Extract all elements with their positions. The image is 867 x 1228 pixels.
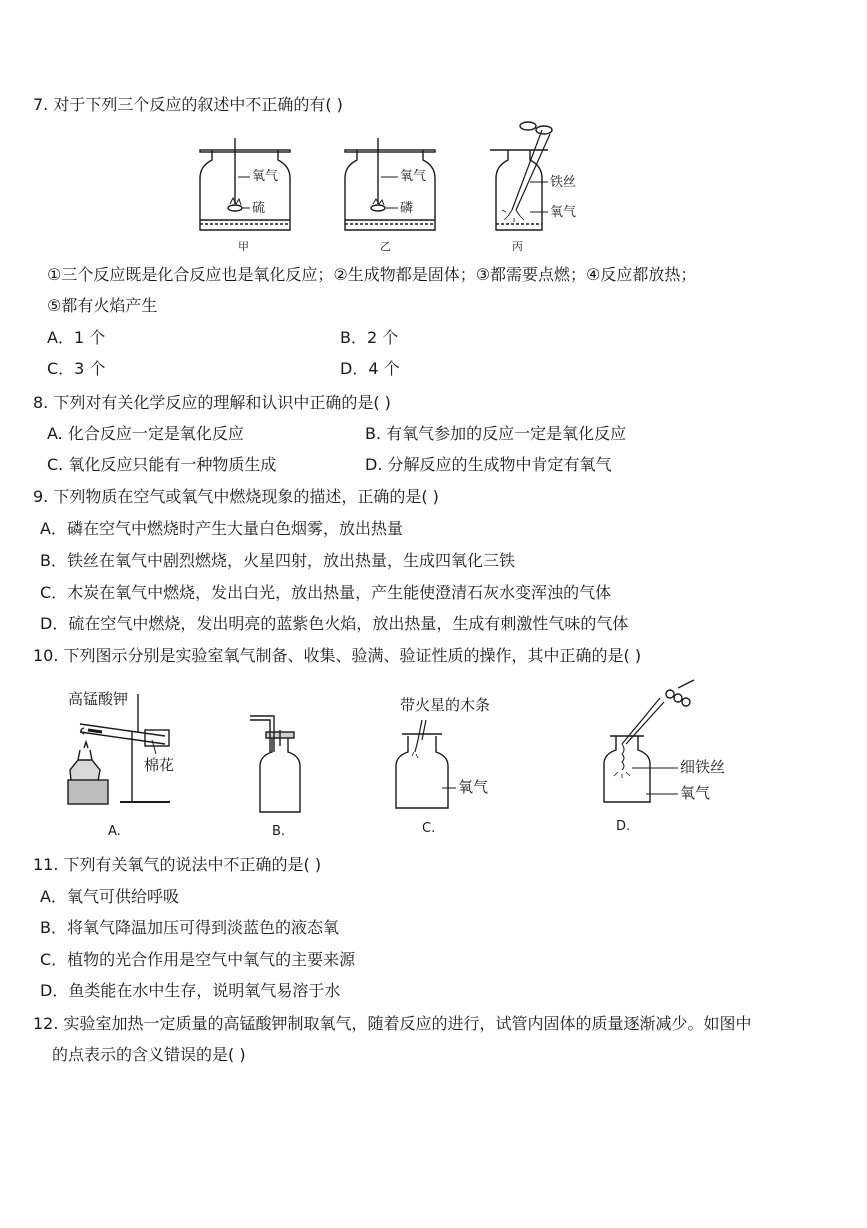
q7-statements-line2: ⑤都有火焰产生 [47,296,158,315]
q11-option-c: C．植物的光合作用是空气中氧气的主要来源 [40,950,356,969]
q9-option-b: B．铁丝在氧气中剧烈燃烧，火星四射，放出热量，生成四氧化三铁 [40,551,515,570]
q8-option-a: A. 化合反应一定是氧化反应 [47,424,244,443]
q10-figd-caption: D. [616,819,631,834]
q7-yi-caption: 乙 [380,240,391,253]
q7-figure [190,120,590,260]
q9-option-a: A．磷在空气中燃烧时产生大量白色烟雾，放出热量 [40,519,403,538]
fig-c-bottle [396,720,448,808]
q10-figd-label1: 细铁丝 [680,758,726,776]
q7-yi-gas: 氧气 [400,169,427,184]
q7-option-a: A．1 个 [47,328,106,347]
q7-jia-gas: 氧气 [252,169,279,184]
q10-figb-caption: B. [272,824,286,839]
q11-option-d: D．鱼类能在水中生存，说明氧气易溶于水 [40,981,341,1000]
q11-stem: 11. 下列有关氧气的说法中不正确的是( ) [33,855,322,874]
q8-stem: 8. 下列对有关化学反应的理解和认识中正确的是( ) [33,393,391,412]
jar-bing [490,122,552,230]
q11-option-b: B．将氧气降温加压可得到淡蓝色的液态氧 [40,918,339,937]
q7-bing-caption: 丙 [512,240,523,253]
q8-option-d: D. 分解反应的生成物中肯定有氧气 [365,455,612,474]
q7-bing-wire: 铁丝 [550,175,577,190]
q10-figc-caption: C. [422,821,436,836]
q9-option-d: D．硫在空气中燃烧，发出明亮的蓝紫色火焰，放出热量，生成有刺激性气味的气体 [40,614,629,633]
q7-jia-substance: 硫 [252,201,266,216]
q7-option-b: B．2 个 [340,328,399,347]
q7-jia-caption: 甲 [238,240,249,253]
fig-b-bottle [250,716,300,812]
q7-statements-line1: ①三个反应既是化合反应也是氧化反应；②生成物都是固体；③都需要点燃；④反应都放热； [47,265,697,284]
q10-figa-caption: A. [108,824,121,839]
q10-figd-label2: 氧气 [680,784,711,802]
q10-figure [60,680,740,840]
q7-bing-gas: 氧气 [550,205,577,220]
q12-stem-line1: 12. 实验室加热一定质量的高锰酸钾制取氧气，随着反应的进行，试管内固体的质量逐渐减少。如图中 [33,1014,752,1033]
q9-stem: 9. 下列物质在空气或氧气中燃烧现象的描述，正确的是( ) [33,487,439,506]
q10-stem: 10. 下列图示分别是实验室氧气制备、收集、验满、验证性质的操作，其中正确的是( ) [33,646,642,665]
q7-option-c: C．3 个 [47,359,106,378]
q7-yi-substance: 磷 [400,201,414,216]
q10-figc-top-label: 带火星的木条 [400,696,491,714]
jar-jia [200,138,290,230]
q9-option-c: C．木炭在氧气中燃烧，发出白光，放出热量，产生能使澄清石灰水变浑浊的气体 [40,583,612,602]
q8-option-c: C. 氧化反应只能有一种物质生成 [47,455,277,474]
q10-figa-side-label: 棉花 [144,756,175,774]
jar-yi [345,138,435,230]
q10-figa-top-label: 高锰酸钾 [68,690,129,708]
q11-option-a: A．氧气可供给呼吸 [40,887,179,906]
q7-option-d: D．4 个 [340,359,400,378]
q7-stem: 7. 对于下列三个反应的叙述中不正确的有( ) [33,95,343,114]
q10-figc-side-label: 氧气 [458,778,489,796]
q12-stem-line2: 的点表示的含义错误的是( ) [52,1045,246,1064]
q8-option-b: B. 有氧气参加的反应一定是氧化反应 [365,424,627,443]
